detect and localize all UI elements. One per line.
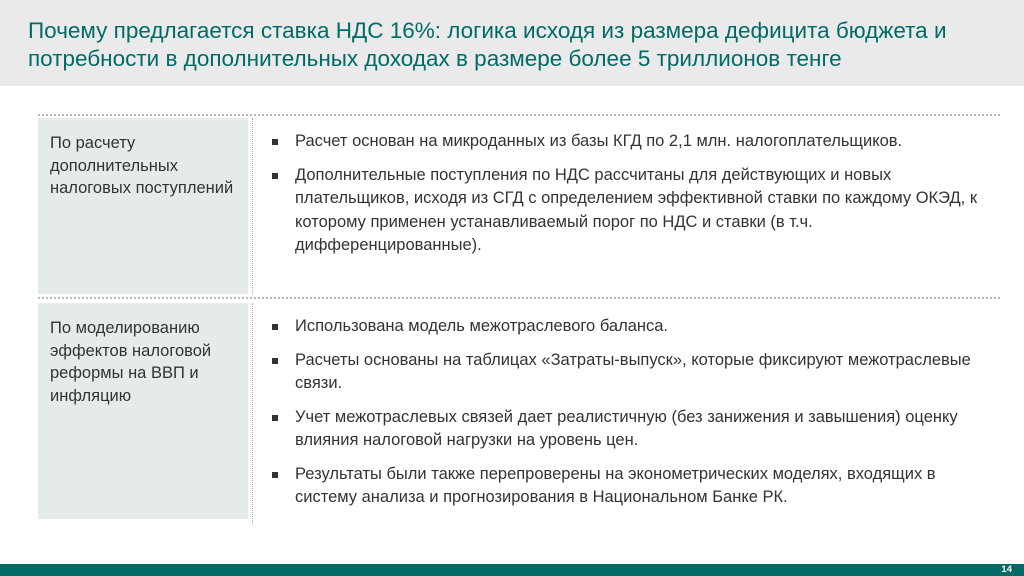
bullet-list-gdp-modeling xyxy=(270,315,1000,520)
section-vertical-divider xyxy=(252,118,253,294)
slide-title: Почему предлагается ставка НДС 16%: логика исходя из размера дефицита бюджета и потребности в дополнительных доходах в размере более 5 триллионов тенге xyxy=(28,18,947,71)
bullet-item: Расчет основан на микроданных из базы КГД по 2,1 млн. налогоплательщиков. xyxy=(270,130,1000,154)
section-divider xyxy=(38,297,1000,299)
bullet-item: Использована модель межотраслевого баланса. xyxy=(270,315,1000,339)
footer-bar xyxy=(0,564,1024,576)
section-label-tax-revenue: По расчету дополнительных налоговых поступлений xyxy=(50,134,234,197)
section-label-box-tax-revenue xyxy=(38,118,248,294)
section-label-box-gdp-modeling xyxy=(38,303,248,519)
slide-header xyxy=(0,0,1024,86)
section-vertical-divider xyxy=(252,303,253,525)
page-number: 14 xyxy=(1001,564,1012,575)
bullet-item: Результаты были также перепроверены на эконометрических моделях, входящих в систему анализа и прогнозирования в Национальном Банке РК. xyxy=(270,463,1000,510)
top-divider xyxy=(38,114,1000,116)
bullet-list-tax-revenue xyxy=(270,130,1000,268)
bullet-item: Расчеты основаны на таблицах «Затраты-выпуск», которые фиксируют межотраслевые связи. xyxy=(270,349,1000,396)
bullet-item: Дополнительные поступления по НДС рассчитаны для действующих и новых плательщиков, исходя из СГД с определением эффективной ставки по каждому ОКЭД, к которому применен устанавливаемый порог по НДС и ставки (в т.ч. дифференцированные). xyxy=(270,164,1000,258)
bullet-item: Учет межотраслевых связей дает реалистичную (без занижения и завышения) оценку влияния налоговой нагрузки на уровень цен. xyxy=(270,406,1000,453)
section-label-gdp-modeling: По моделированию эффектов налоговой реформы на ВВП и инфляцию xyxy=(50,319,212,405)
